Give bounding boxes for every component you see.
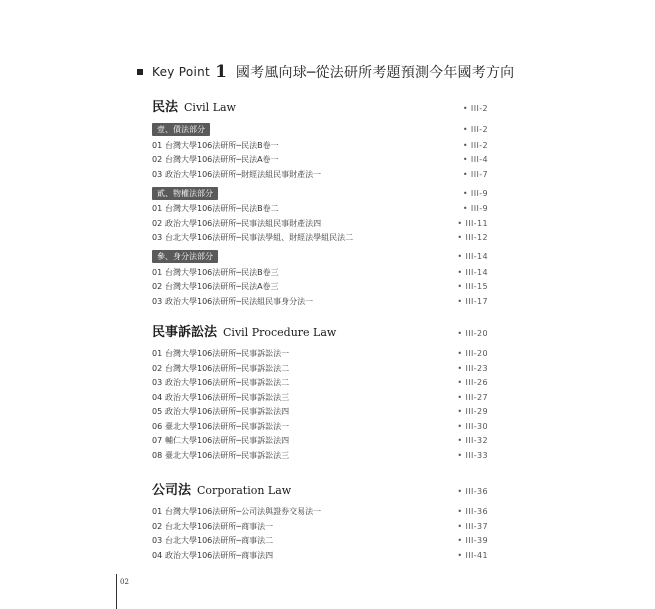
entry-text: 台北大學106法研所─商事法二 bbox=[165, 536, 274, 546]
toc-entry bbox=[152, 167, 488, 182]
entry-text: 台北大學106法研所─商事法一 bbox=[165, 521, 274, 531]
toc-entry bbox=[152, 294, 488, 309]
entry-number: 06 bbox=[152, 421, 163, 431]
section-title-en: Civil Procedure Law bbox=[223, 325, 337, 339]
entry-page: • III-30 bbox=[457, 421, 488, 431]
toc-entry bbox=[152, 280, 488, 295]
section-title-zh: 民法 bbox=[152, 100, 179, 115]
toc-entry bbox=[152, 216, 488, 231]
table-of-contents bbox=[152, 96, 488, 563]
section-title-zh: 公司法 bbox=[152, 482, 192, 498]
entry-number: 03 bbox=[152, 233, 163, 243]
entry-number: 04 bbox=[152, 550, 163, 560]
entry-page: • III-4 bbox=[462, 155, 488, 165]
toc-entry bbox=[152, 376, 488, 391]
entry-page: • III-2 bbox=[462, 140, 488, 150]
entry-number: 01 bbox=[152, 204, 163, 214]
subsection-page: • III-2 bbox=[462, 125, 488, 134]
entry-number: 02 bbox=[152, 363, 163, 373]
toc-entry bbox=[152, 419, 488, 434]
entry-text: 臺北大學106法研所─民事訴訟法三 bbox=[165, 450, 290, 460]
toc-entry bbox=[152, 448, 488, 463]
entry-number: 02 bbox=[152, 155, 163, 165]
section-title-corporation-law bbox=[152, 479, 488, 505]
section-page: • III-2 bbox=[462, 104, 488, 113]
entry-text: 台灣大學106法研所─民法B卷三 bbox=[165, 267, 279, 277]
key-point-number: 1 bbox=[215, 62, 227, 82]
entry-text: 台灣大學106法研所─民事訴訟法二 bbox=[165, 363, 290, 373]
entry-number: 03 bbox=[152, 536, 163, 546]
entry-number: 01 bbox=[152, 349, 163, 359]
entry-number: 02 bbox=[152, 218, 163, 228]
entry-page: • III-12 bbox=[457, 233, 488, 243]
toc-entry bbox=[152, 347, 488, 362]
entry-number: 08 bbox=[152, 450, 163, 460]
subsection-header bbox=[152, 122, 488, 137]
entry-number: 02 bbox=[152, 521, 163, 531]
toc-entry bbox=[152, 548, 488, 563]
entry-page: • III-39 bbox=[457, 536, 488, 546]
entry-page: • III-17 bbox=[457, 296, 488, 306]
entry-page: • III-15 bbox=[457, 282, 488, 292]
section-page: • III-36 bbox=[457, 486, 488, 496]
entry-text: 台灣大學106法研所─公司法與證券交易法一 bbox=[165, 507, 322, 517]
entry-text: 政治大學106法研所─民事訴訟法二 bbox=[165, 378, 290, 388]
toc-entry bbox=[152, 405, 488, 420]
entry-page: • III-11 bbox=[457, 218, 488, 228]
subsection-header bbox=[152, 186, 488, 201]
toc-entry bbox=[152, 434, 488, 449]
entry-page: • III-32 bbox=[457, 436, 488, 446]
entry-page: • III-7 bbox=[462, 169, 488, 179]
section-title-civil-procedure-law bbox=[152, 321, 488, 347]
key-point-title: 國考風向球─從法研所考題預測今年國考方向 bbox=[235, 65, 515, 81]
subsection-tag: 參、身分法部分 bbox=[152, 250, 218, 263]
entry-text: 政治大學106法研所─民事法組民事財產法四 bbox=[165, 218, 322, 228]
toc-entry bbox=[152, 390, 488, 405]
entry-number: 07 bbox=[152, 436, 163, 446]
subsection-header bbox=[152, 249, 488, 264]
toc-entry bbox=[152, 505, 488, 520]
entry-page: • III-33 bbox=[457, 450, 488, 460]
entry-page: • III-23 bbox=[457, 363, 488, 373]
folio-rule bbox=[116, 574, 117, 609]
entry-text: 政治大學106法研所─民事訴訟法四 bbox=[165, 407, 290, 417]
subsection-tag: 壹、債法部分 bbox=[152, 123, 210, 136]
toc-entry bbox=[152, 534, 488, 549]
entry-number: 05 bbox=[152, 407, 163, 417]
entry-page: • III-9 bbox=[462, 204, 488, 214]
key-point-header bbox=[137, 62, 514, 82]
entry-text: 台灣大學106法研所─民法B卷一 bbox=[165, 140, 279, 150]
entry-text: 臺北大學106法研所─民事訴訟法一 bbox=[165, 421, 290, 431]
toc-entry bbox=[152, 153, 488, 168]
section-title-civil-law bbox=[152, 96, 488, 122]
entry-text: 台灣大學106法研所─民法A卷一 bbox=[165, 155, 279, 165]
entry-text: 輔仁大學106法研所─民事訴訟法四 bbox=[165, 436, 290, 446]
entry-text: 政治大學106法研所─民事訴訟法三 bbox=[165, 392, 290, 402]
entry-text: 台灣大學106法研所─民法B卷二 bbox=[165, 204, 279, 214]
entry-page: • III-20 bbox=[457, 349, 488, 359]
section-title-en: Corporation Law bbox=[197, 483, 292, 497]
key-point-label: Key Point bbox=[152, 65, 211, 79]
entry-text: 政治大學106法研所─民法組民事身分法一 bbox=[165, 296, 314, 306]
entry-number: 04 bbox=[152, 392, 163, 402]
entry-number: 03 bbox=[152, 378, 163, 388]
section-title-en: Civil Law bbox=[184, 101, 236, 114]
entry-text: 台北大學106法研所─民事法學組、財經法學組民法二 bbox=[165, 233, 354, 243]
toc-entry bbox=[152, 265, 488, 280]
entry-text: 政治大學106法研所─商事法四 bbox=[165, 550, 274, 560]
entry-page: • III-14 bbox=[457, 267, 488, 277]
entry-number: 01 bbox=[152, 140, 163, 150]
entry-text: 台灣大學106法研所─民事訴訟法一 bbox=[165, 349, 290, 359]
entry-text: 政治大學106法研所─財經法組民事財產法一 bbox=[165, 169, 322, 179]
subsection-page: • III-9 bbox=[462, 188, 488, 198]
page-number: 02 bbox=[120, 578, 129, 586]
entry-page: • III-37 bbox=[457, 521, 488, 531]
toc-entry bbox=[152, 202, 488, 217]
entry-number: 03 bbox=[152, 296, 163, 306]
section-page: • III-20 bbox=[457, 328, 488, 338]
entry-page: • III-27 bbox=[457, 392, 488, 402]
toc-entry bbox=[152, 231, 488, 246]
subsection-tag: 貳、物權法部分 bbox=[152, 187, 218, 200]
entry-page: • III-36 bbox=[457, 507, 488, 517]
toc-entry bbox=[152, 138, 488, 153]
entry-number: 01 bbox=[152, 507, 163, 517]
entry-number: 02 bbox=[152, 282, 163, 292]
entry-text: 台灣大學106法研所─民法A卷三 bbox=[165, 282, 279, 292]
entry-page: • III-26 bbox=[457, 378, 488, 388]
square-bullet-icon bbox=[137, 69, 143, 75]
entry-page: • III-29 bbox=[457, 407, 488, 417]
entry-number: 01 bbox=[152, 267, 163, 277]
section-title-zh: 民事訴訟法 bbox=[152, 324, 218, 340]
toc-entry bbox=[152, 361, 488, 376]
entry-page: • III-41 bbox=[457, 550, 488, 560]
subsection-page: • III-14 bbox=[457, 252, 488, 261]
entry-number: 03 bbox=[152, 169, 163, 179]
toc-entry bbox=[152, 519, 488, 534]
